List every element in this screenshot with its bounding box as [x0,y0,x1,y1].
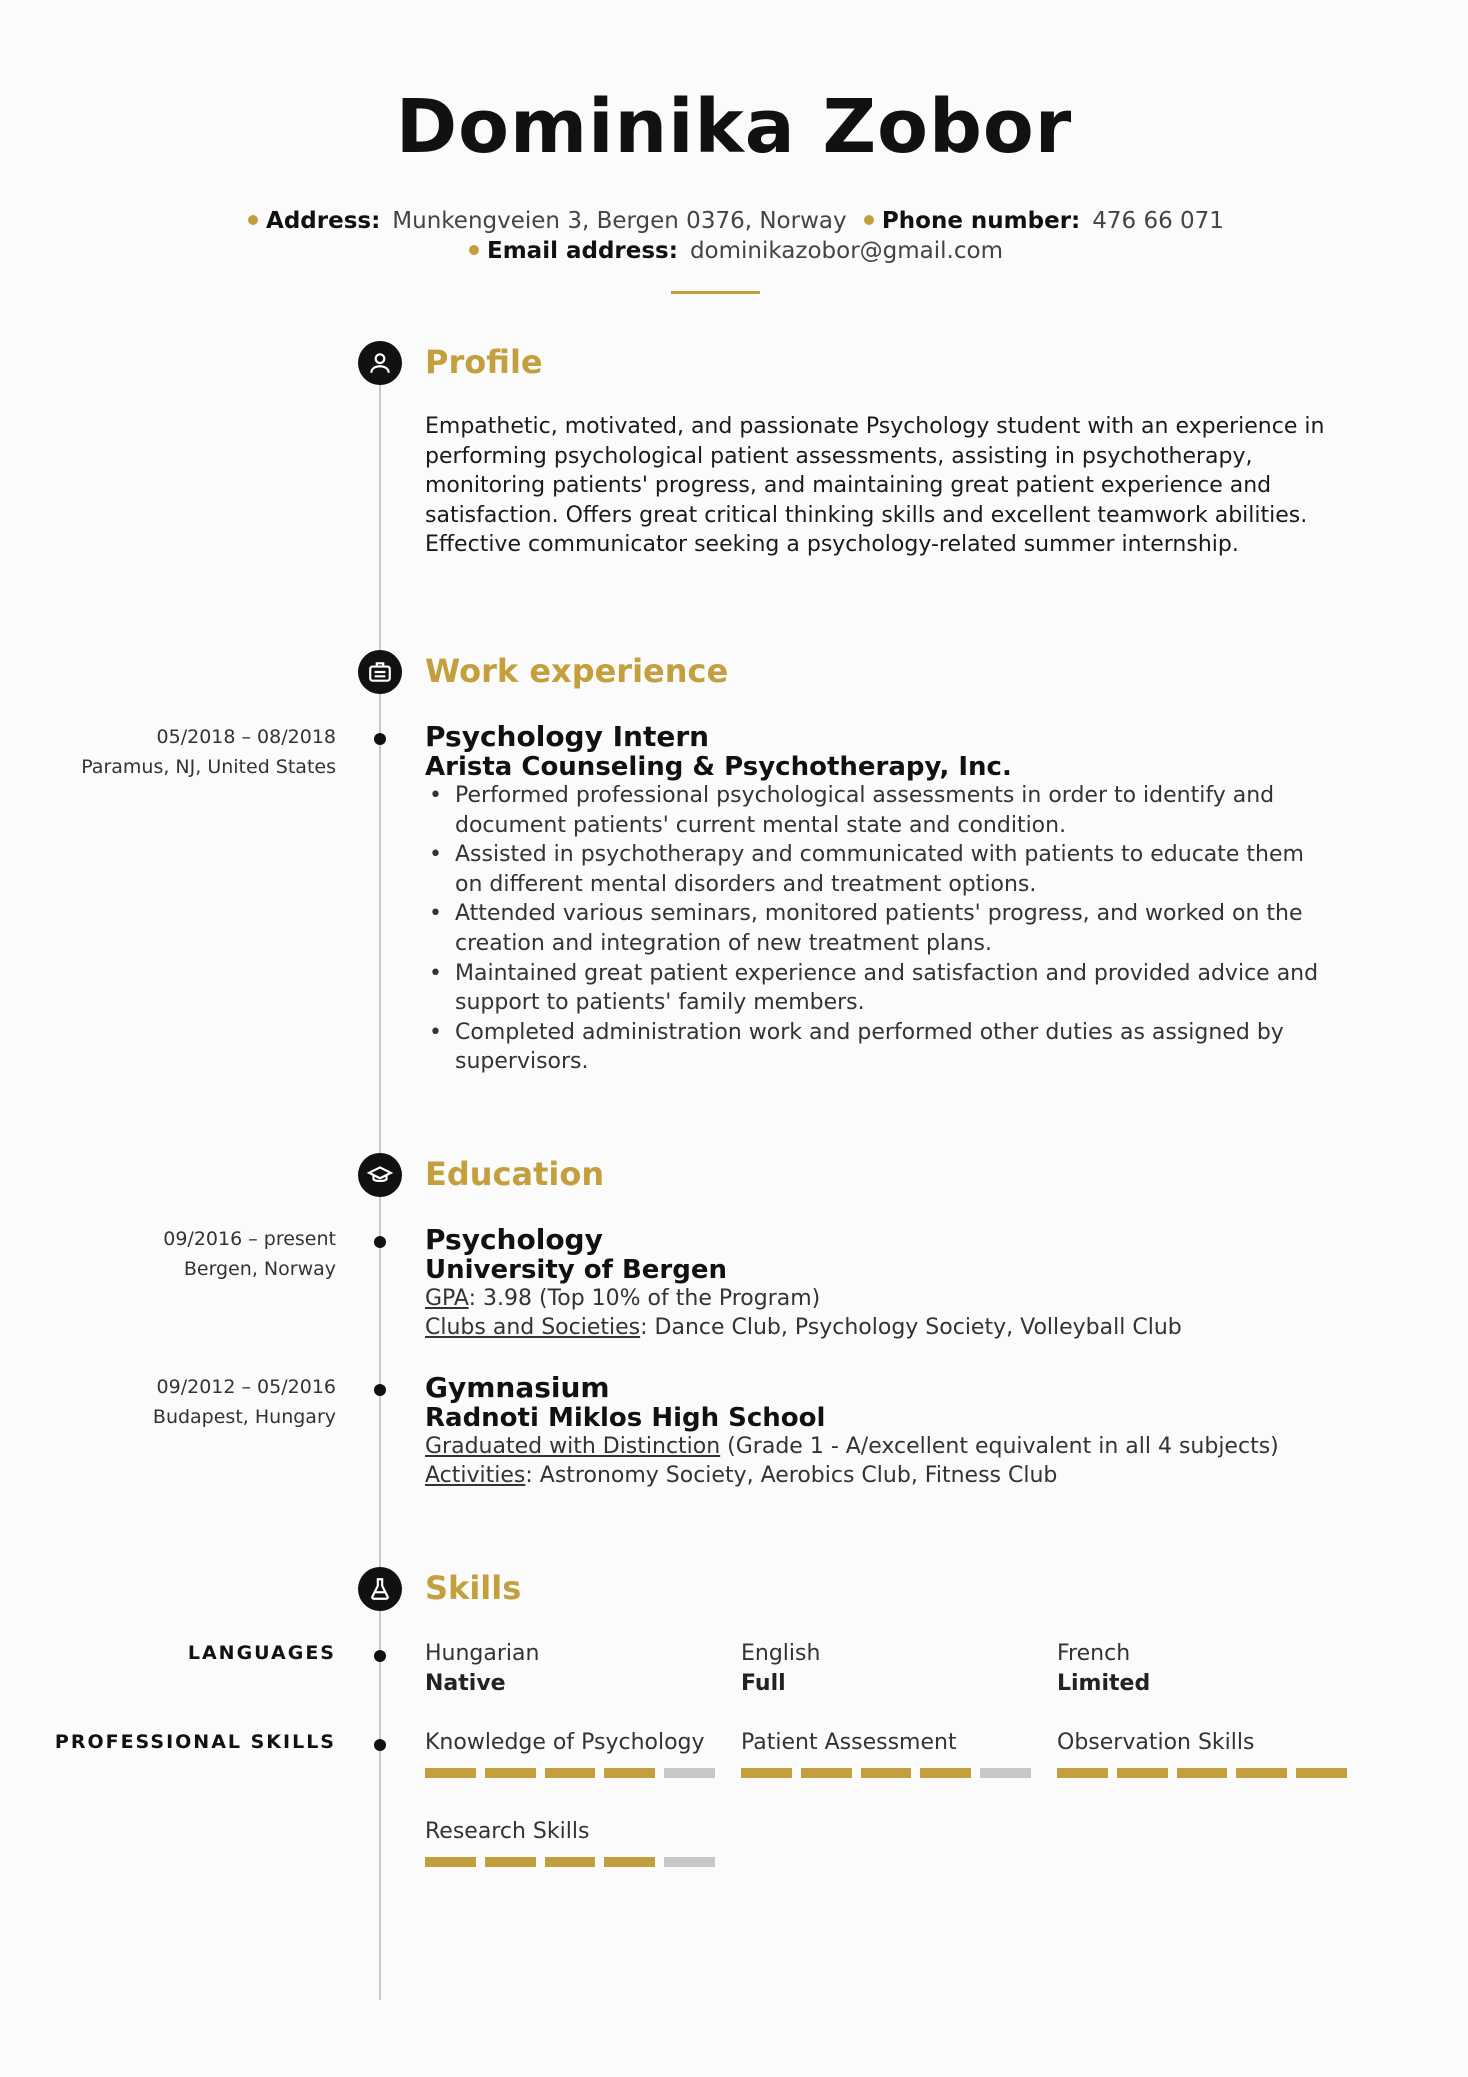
list-item: • Attended various seminars, monitored patients' progress, and worked on the creation and integration of new treatment plans. [425,899,1325,958]
skill-name: Observation Skills [1057,1730,1255,1755]
edu-location: Budapest, Hungary [152,1406,336,1428]
profile-summary: Empathetic, motivated, and passionate Psychology student with an experience in performing psychological patient assessments, assisting in psychotherapy, monitoring patients' progress, and maintaining great patient experience and satisfaction. Offers great critical thinking skills and excellent teamwork abilities. Effective communicator seeking a psychology-related summer internship. [425,414,1325,558]
education-heading: Education [425,1155,605,1193]
job-bullets [425,781,1325,1077]
graduation-cap-icon [358,1153,402,1197]
skill-name: Research Skills [425,1819,590,1844]
briefcase-icon [358,650,402,694]
language-level: Native [425,1671,506,1696]
skill-item [1057,1728,1347,1778]
rating-segment-filled [1057,1768,1108,1778]
rating-segment-filled [741,1768,792,1778]
rating-segment-filled [861,1768,912,1778]
phone-value: 476 66 071 [1092,208,1224,234]
edu-dates: 09/2016 – present [163,1228,336,1250]
rating-segment-filled [485,1857,536,1867]
rating-segment-filled [1117,1768,1168,1778]
language-name: English [741,1641,821,1666]
language-level: Limited [1057,1671,1151,1696]
edu-detail-label: Clubs and Societies [425,1315,641,1340]
professional-skills-label: PROFESSIONAL SKILLS [54,1731,336,1753]
timeline-dot [374,1236,386,1248]
edu-detail-line [425,1284,820,1314]
rating-segment-empty [664,1768,715,1778]
bullet-dot-icon [469,245,479,255]
edu-school: Radnoti Miklos High School [425,1403,826,1433]
rating-segment-filled [604,1857,655,1867]
edu-meta [153,1372,336,1432]
skill-item [425,1817,715,1867]
bullet-dot-icon [248,215,258,225]
candidate-name: Dominika Zobor [395,84,1073,170]
skill-rating-bar [425,1768,715,1778]
skill-item [741,1728,1031,1778]
rating-segment-filled [425,1857,476,1867]
skills-heading: Skills [425,1569,522,1607]
edu-detail-line [425,1461,1057,1491]
language-item [425,1639,539,1699]
edu-location: Bergen, Norway [183,1258,336,1280]
edu-detail-line [425,1432,1279,1462]
timeline-dot [374,733,386,745]
language-item [1057,1639,1150,1699]
edu-detail-label: GPA [425,1286,469,1311]
job-location: Paramus, NJ, United States [81,756,336,778]
edu-detail-text: : Astronomy Society, Aerobics Club, Fitness Club [525,1463,1058,1488]
skill-name: Patient Assessment [741,1730,957,1755]
email-value: dominikazobor@gmail.com [689,238,1003,264]
edu-school: University of Bergen [425,1255,728,1285]
email-label: Email address: [487,238,678,264]
work-heading: Work experience [425,652,729,690]
rating-segment-filled [545,1768,596,1778]
timeline-dot [374,1384,386,1396]
rating-segment-filled [1177,1768,1228,1778]
rating-segment-filled [920,1768,971,1778]
job-dates: 05/2018 – 08/2018 [156,726,336,748]
flask-icon [358,1567,402,1611]
rating-segment-filled [545,1857,596,1867]
language-name: French [1057,1641,1131,1666]
list-item: • Assisted in psychotherapy and communicated with patients to educate them on different mental disorders and treatment options. [425,840,1325,899]
list-item: • Performed professional psychological assessments in order to identify and document patients' current mental state and condition. [425,781,1325,840]
edu-detail-label: Activities [425,1463,526,1488]
rating-segment-empty [980,1768,1031,1778]
rating-segment-filled [1236,1768,1287,1778]
rating-segment-filled [801,1768,852,1778]
edu-dates: 09/2012 – 05/2016 [156,1376,336,1398]
language-level: Full [741,1671,786,1696]
skill-rating-bar [425,1857,715,1867]
timeline-dot [374,1650,386,1662]
contact-line-2 [0,236,1468,266]
edu-detail-text: (Grade 1 - A/excellent equivalent in all 4 subjects) [720,1434,1279,1459]
job-meta [81,722,336,782]
edu-degree: Gymnasium [425,1371,610,1404]
address-label: Address: [266,208,381,234]
edu-detail-text: : 3.98 (Top 10% of the Program) [468,1286,821,1311]
list-item: • Completed administration work and performed other duties as assigned by supervisors. [425,1018,1325,1077]
skill-item [425,1728,715,1778]
rating-segment-filled [604,1768,655,1778]
edu-detail-label: Graduated with Distinction [425,1434,721,1459]
job-position: Psychology Intern [425,720,710,753]
timeline-dot [374,1739,386,1751]
contact-line-1 [0,206,1468,236]
edu-detail-line [425,1313,1182,1343]
address-value: Munkengveien 3, Bergen 0376, Norway [392,208,847,234]
rating-segment-filled [425,1768,476,1778]
language-item [741,1639,820,1699]
skill-name: Knowledge of Psychology [425,1730,705,1755]
rating-segment-filled [1296,1768,1347,1778]
phone-label: Phone number: [881,208,1081,234]
edu-meta [163,1224,336,1284]
job-company: Arista Counseling & Psychotherapy, Inc. [425,752,1012,782]
edu-detail-text: : Dance Club, Psychology Society, Volleyball Club [640,1315,1182,1340]
rating-segment-empty [664,1857,715,1867]
languages-label: LANGUAGES [187,1642,336,1664]
language-name: Hungarian [425,1641,540,1666]
list-item: • Maintained great patient experience and satisfaction and provided advice and support to patients' family members. [425,959,1325,1018]
edu-degree: Psychology [425,1223,603,1256]
skill-rating-bar [741,1768,1031,1778]
header-divider [671,291,760,294]
bullet-dot-icon [864,215,874,225]
profile-heading: Profile [425,343,543,381]
rating-segment-filled [485,1768,536,1778]
skill-rating-bar [1057,1768,1347,1778]
person-icon [358,341,402,385]
